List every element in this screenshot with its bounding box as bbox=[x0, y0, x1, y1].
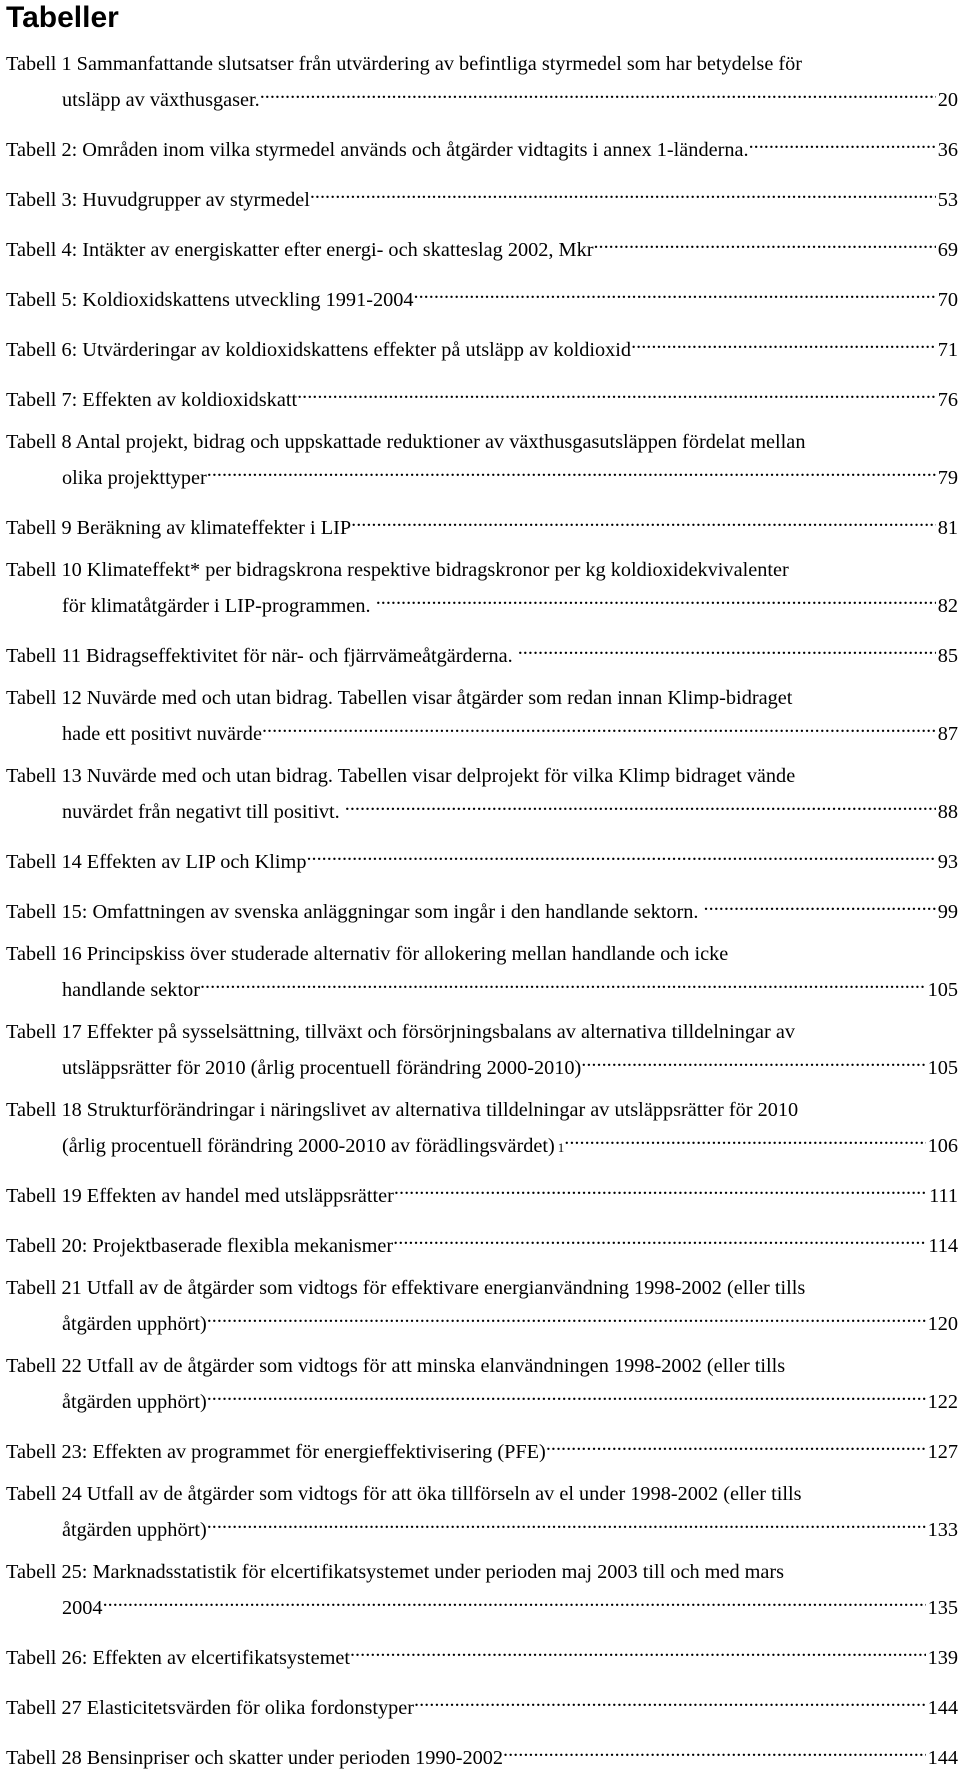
toc-entry-title: Tabell 20: Projektbaserade flexibla mekanismer bbox=[6, 1235, 394, 1257]
dot-leader bbox=[564, 1124, 925, 1152]
toc-entry-title: Tabell 3: Huvudgrupper av styrmedel bbox=[6, 189, 310, 211]
toc-page-number: 122 bbox=[926, 1388, 958, 1416]
toc-entry[interactable] bbox=[6, 428, 958, 492]
toc-entry[interactable] bbox=[6, 840, 958, 876]
dot-leader bbox=[350, 1636, 926, 1664]
dot-leader bbox=[593, 228, 935, 256]
toc-page-number: 87 bbox=[936, 720, 958, 748]
dot-leader bbox=[518, 634, 936, 662]
dot-leader bbox=[207, 1302, 926, 1330]
toc-page-number: 133 bbox=[926, 1516, 958, 1544]
dot-leader bbox=[297, 378, 936, 406]
toc-entry-title: Tabell 5: Koldioxidskattens utveckling 1991-2004 bbox=[6, 289, 414, 311]
toc-entry[interactable] bbox=[6, 1096, 958, 1160]
toc-entry-title-line: Tabell 22 Utfall av de åtgärder som vidtogs för att minska elanvändningen 1998-2002 (eller tills bbox=[6, 1355, 786, 1377]
toc-entry-leader-line bbox=[6, 1302, 958, 1338]
toc-page-number: 88 bbox=[936, 798, 958, 826]
toc-entry-leader-line bbox=[6, 278, 958, 314]
dot-leader bbox=[103, 1586, 926, 1614]
dot-leader bbox=[262, 712, 936, 740]
toc-entry-leader-line bbox=[6, 790, 958, 826]
dot-leader bbox=[306, 840, 935, 868]
toc-entry-title: hade ett positivt nuvärde bbox=[62, 723, 262, 745]
toc-entry-title: Tabell 9 Beräkning av klimateffekter i LIP bbox=[6, 517, 352, 539]
toc-page-number: 70 bbox=[936, 286, 958, 314]
toc-entry-title: för klimatåtgärder i LIP-programmen. bbox=[62, 595, 376, 617]
toc-page-number: 111 bbox=[927, 1182, 958, 1210]
toc-entry-title: handlande sektor bbox=[62, 979, 200, 1001]
toc-page-number: 106 bbox=[926, 1132, 958, 1160]
dot-leader bbox=[207, 456, 936, 484]
toc-entry[interactable] bbox=[6, 1480, 958, 1544]
toc-entry-title: Tabell 11 Bidragseffektivitet för när- och fjärrvämeåtgärderna. bbox=[6, 645, 518, 667]
toc-entry-title: Tabell 7: Effekten av koldioxidskatt bbox=[6, 389, 298, 411]
toc-entry-title: åtgärden upphört) bbox=[62, 1313, 207, 1335]
dot-leader bbox=[546, 1430, 926, 1458]
toc-entry[interactable] bbox=[6, 178, 958, 214]
toc-entry-title: Tabell 6: Utvärderingar av koldioxidskattens effekter på utsläpp av koldioxid bbox=[6, 339, 632, 361]
toc-entry-title: Tabell 23: Effekten av programmet för energieffektivisering (PFE) bbox=[6, 1441, 546, 1463]
toc-entry[interactable] bbox=[6, 684, 958, 748]
toc-entry-title-line: Tabell 13 Nuvärde med och utan bidrag. Tabellen visar delprojekt för vilka Klimp bidraget vände bbox=[6, 765, 796, 787]
dot-leader bbox=[345, 790, 936, 818]
toc-entry-leader-line bbox=[6, 1224, 958, 1260]
dot-leader bbox=[704, 890, 936, 918]
dot-leader bbox=[207, 1380, 926, 1408]
toc-entry-title: Tabell 27 Elasticitetsvärden för olika fordonstyper bbox=[6, 1697, 415, 1719]
toc-entry-leader-line: (årlig procentuell förändring 2000-2010 av förädlingsvärdet) 1 ..... 106 bbox=[6, 1124, 958, 1160]
toc-page-number: 114 bbox=[926, 1232, 958, 1260]
toc-entry-title: utsläppsrätter för 2010 (årlig procentuell förändring 2000-2010) bbox=[62, 1057, 582, 1079]
toc-entry[interactable] bbox=[6, 1352, 958, 1416]
toc-entry[interactable] bbox=[6, 378, 958, 414]
toc-entry-title: åtgärden upphört) bbox=[62, 1391, 207, 1413]
dot-leader bbox=[393, 1224, 926, 1252]
dot-leader bbox=[376, 584, 936, 612]
toc-page-number: 120 bbox=[926, 1310, 958, 1338]
toc-page-number: 105 bbox=[926, 976, 958, 1004]
toc-entry-leader-line bbox=[6, 1046, 958, 1082]
toc-page-number: 76 bbox=[936, 386, 958, 414]
toc-entry-leader-line bbox=[6, 456, 958, 492]
toc-entry-title-line: Tabell 1 Sammanfattande slutsatser från utvärdering av befintliga styrmedel som har betydelse för bbox=[6, 53, 803, 75]
toc-entry[interactable] bbox=[6, 556, 958, 620]
toc-entry[interactable] bbox=[6, 50, 958, 114]
toc-entry[interactable] bbox=[6, 278, 958, 314]
toc-entry-leader-line bbox=[6, 1508, 958, 1544]
toc-entry[interactable] bbox=[6, 762, 958, 826]
toc-entry-leader-line bbox=[6, 328, 958, 364]
toc-page-number: 127 bbox=[926, 1438, 958, 1466]
toc-entry-title: Tabell 15: Omfattningen av svenska anläggningar som ingår i den handlande sektorn. bbox=[6, 901, 704, 923]
toc-entry[interactable] bbox=[6, 1174, 958, 1210]
toc-entry-leader-line bbox=[6, 1686, 958, 1722]
toc-entry-title: utsläpp av växthusgaser. bbox=[62, 89, 260, 111]
toc-entry-leader-line bbox=[6, 1380, 958, 1416]
toc-entry[interactable] bbox=[6, 1736, 958, 1772]
toc-entry[interactable] bbox=[6, 328, 958, 364]
toc-entry-leader-line bbox=[6, 78, 958, 114]
toc-entry-title: Tabell 19 Effekten av handel med utsläppsrätter bbox=[6, 1185, 394, 1207]
toc-page-number: 71 bbox=[936, 336, 958, 364]
toc-entry-leader-line bbox=[6, 1736, 958, 1772]
dot-leader bbox=[351, 506, 936, 534]
toc-page-number: 36 bbox=[936, 136, 958, 164]
toc-entry-title: åtgärden upphört) bbox=[62, 1519, 207, 1541]
dot-leader bbox=[260, 78, 936, 106]
toc-entry[interactable] bbox=[6, 634, 958, 670]
toc-page-number: 99 bbox=[936, 898, 958, 926]
toc-page-number: 144 bbox=[926, 1744, 958, 1772]
toc-entry-leader-line bbox=[6, 1586, 958, 1622]
toc-entry-leader-line bbox=[6, 634, 958, 670]
toc-entry-leader-line bbox=[6, 128, 958, 164]
toc-page-number: 69 bbox=[936, 236, 958, 264]
toc-page-number: 139 bbox=[926, 1644, 958, 1672]
table-of-contents bbox=[6, 50, 958, 1786]
dot-leader bbox=[414, 1686, 926, 1714]
toc-entry-title-line: Tabell 25: Marknadsstatistik för elcertifikatsystemet under perioden maj 2003 till och med mars bbox=[6, 1561, 785, 1583]
toc-entry-title: Tabell 4: Intäkter av energiskatter efter energi- och skatteslag 2002, Mkr bbox=[6, 239, 594, 261]
toc-entry[interactable] bbox=[6, 1274, 958, 1338]
toc-entry[interactable] bbox=[6, 1636, 958, 1672]
toc-entry-title-line: Tabell 12 Nuvärde med och utan bidrag. Tabellen visar åtgärder som redan innan Klimp-bidraget bbox=[6, 687, 793, 709]
toc-entry-leader-line bbox=[6, 968, 958, 1004]
toc-page-number: 20 bbox=[936, 86, 958, 114]
toc-entry[interactable] bbox=[6, 506, 958, 542]
dot-leader bbox=[207, 1508, 926, 1536]
toc-page-number: 105 bbox=[926, 1054, 958, 1082]
dot-leader bbox=[581, 1046, 925, 1074]
toc-page-number: 144 bbox=[926, 1694, 958, 1722]
dot-leader bbox=[414, 278, 936, 306]
toc-entry[interactable] bbox=[6, 1224, 958, 1260]
toc-entry-title-line: Tabell 8 Antal projekt, bidrag och uppskattade reduktioner av växthusgasutsläppen fördelat mellan bbox=[6, 431, 806, 453]
dot-leader bbox=[200, 968, 926, 996]
toc-entry[interactable] bbox=[6, 1686, 958, 1722]
toc-entry-leader-line bbox=[6, 584, 958, 620]
toc-entry-leader-line bbox=[6, 228, 958, 264]
toc-entry-title: Tabell 2: Områden inom vilka styrmedel används och åtgärder vidtagits i annex 1-länderna. bbox=[6, 139, 749, 161]
toc-page-number: 79 bbox=[936, 464, 958, 492]
toc-entry-title: Tabell 14 Effekten av LIP och Klimp bbox=[6, 851, 307, 873]
dot-leader bbox=[310, 178, 936, 206]
toc-entry-title-line: Tabell 21 Utfall av de åtgärder som vidtogs för effektivare energianvändning 1998-2002 (eller tills bbox=[6, 1277, 806, 1299]
dot-leader bbox=[503, 1736, 926, 1764]
toc-entry-title-line: Tabell 10 Klimateffekt* per bidragskrona respektive bidragskronor per kg koldioxidekvivalenter bbox=[6, 559, 789, 581]
toc-page-number: 81 bbox=[936, 514, 958, 542]
toc-entry[interactable] bbox=[6, 128, 958, 164]
toc-entry-title: Tabell 28 Bensinpriser och skatter under perioden 1990-2002 bbox=[6, 1747, 504, 1769]
toc-entry[interactable] bbox=[6, 890, 958, 926]
toc-entry[interactable] bbox=[6, 228, 958, 264]
toc-entry-title-line: Tabell 18 Strukturförändringar i näringslivet av alternativa tilldelningar av utsläppsrätter för 2010 bbox=[6, 1099, 799, 1121]
page-title: Tabeller bbox=[6, 1, 119, 34]
dot-leader bbox=[631, 328, 936, 356]
toc-entry[interactable] bbox=[6, 1018, 958, 1082]
toc-page-number: 93 bbox=[936, 848, 958, 876]
dot-leader bbox=[749, 128, 936, 156]
toc-entry-title: Tabell 26: Effekten av elcertifikatsystemet bbox=[6, 1647, 350, 1669]
toc-entry[interactable] bbox=[6, 940, 958, 1004]
toc-entry-leader-line bbox=[6, 890, 958, 926]
toc-entry-title-line: Tabell 17 Effekter på sysselsättning, tillväxt och försörjningsbalans av alternativa tilldelningar av bbox=[6, 1021, 795, 1043]
toc-entry-leader-line bbox=[6, 1636, 958, 1672]
toc-entry-leader-line bbox=[6, 1174, 958, 1210]
toc-page-number: 85 bbox=[936, 642, 958, 670]
dot-leader bbox=[394, 1174, 927, 1202]
toc-entry-leader-line bbox=[6, 1430, 958, 1466]
toc-entry-title: olika projekttyper bbox=[62, 467, 207, 489]
toc-page-number: 82 bbox=[936, 592, 958, 620]
toc-entry-leader-line bbox=[6, 712, 958, 748]
toc-entry-title-line: Tabell 24 Utfall av de åtgärder som vidtogs för att öka tillförseln av el under 1998-2002 (eller tills bbox=[6, 1483, 802, 1505]
toc-page-number: 135 bbox=[926, 1594, 958, 1622]
toc-entry-title: (årlig procentuell förändring 2000-2010 av förädlingsvärdet) bbox=[62, 1135, 555, 1157]
toc-entry[interactable] bbox=[6, 1558, 958, 1622]
toc-entry-title: 2004 bbox=[62, 1597, 103, 1619]
toc-entry-leader-line bbox=[6, 178, 958, 214]
toc-entry-title: nuvärdet från negativt till positivt. bbox=[62, 801, 345, 823]
toc-page-number: 53 bbox=[936, 186, 958, 214]
toc-entry-leader-line bbox=[6, 840, 958, 876]
toc-entry[interactable] bbox=[6, 1430, 958, 1466]
toc-entry-leader-line bbox=[6, 506, 958, 542]
toc-entry-leader-line bbox=[6, 378, 958, 414]
toc-entry-title-line: Tabell 16 Principskiss över studerade alternativ för allokering mellan handlande och icke bbox=[6, 943, 729, 965]
